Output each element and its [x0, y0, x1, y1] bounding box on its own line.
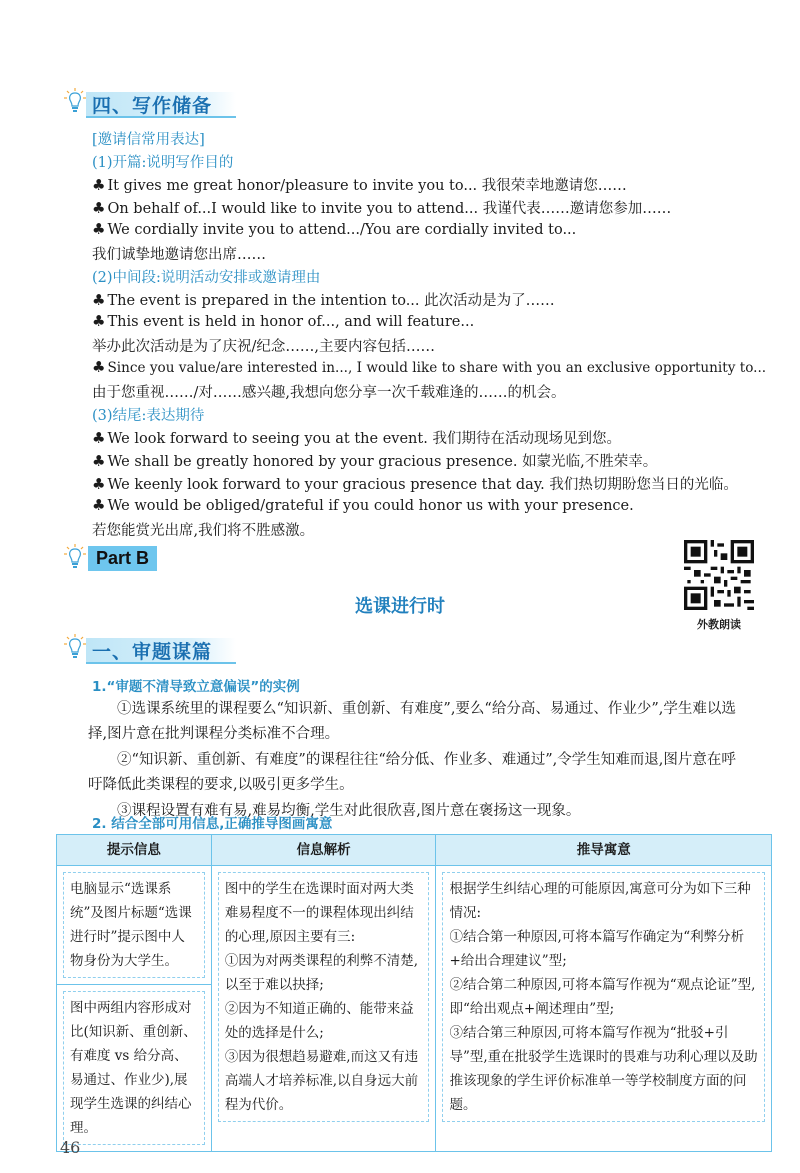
section-title: 一、审题谋篇 — [92, 641, 213, 663]
lightbulb-icon — [64, 544, 86, 570]
expression-translation: 我们诚挚地邀请您出席…… — [92, 247, 266, 263]
expression-item: ♣ The event is prepared in the intention to... 此次活动是为了…… — [92, 291, 555, 309]
opening-label: (1)开篇:说明写作目的 — [92, 155, 234, 171]
paragraph: ②“知识新、重创新、有难度”的课程往往“给分低、作业多、难通过”,令学生知难而退,图片意在呼吁降低此类课程的要求,以吸引更多学生。 — [88, 752, 736, 793]
cell-text: 电脑显示“选课系统”及图片标题“选课进行时”提示图中人物身份为大学生。 — [63, 872, 205, 978]
cell-line: ③结合第三种原因,可将本篇写作视为“批驳+引导”型,重在批驳学生选课时的畏难与功利心理以及助推该现象的学生评价标准单一等学校制度方面的问题。 — [449, 1025, 758, 1113]
cell-line: 根据学生纠结心理的可能原因,寓意可分为如下三种情况: — [449, 881, 751, 921]
cell-line: ①结合第一种原因,可将本篇写作确定为“利弊分析+给出合理建议”型; — [449, 929, 745, 969]
club-icon: ♣ — [92, 358, 106, 376]
lightbulb-icon — [64, 634, 86, 660]
expression-item: ♣ It gives me great honor/pleasure to invite you to... 我很荣幸地邀请您…… — [92, 176, 627, 194]
subsection-heading: 1.“审题不清导致立意偏误”的实例 — [92, 679, 300, 695]
cell-line: 图中的学生在选课时面对两大类难易程度不一的课程体现出纠结的心理,原因主要有三: — [224, 881, 414, 945]
cell-line: ③因为很想趋易避难,而这又有违高端人才培养标准,以自身远大前程为代价。 — [224, 1049, 419, 1113]
club-icon: ♣ — [92, 452, 106, 470]
club-icon: ♣ — [92, 176, 106, 194]
lightbulb-icon — [64, 88, 86, 114]
club-icon: ♣ — [92, 496, 106, 514]
club-icon: ♣ — [92, 291, 106, 309]
table-cell — [57, 985, 212, 1152]
table-cell — [436, 866, 772, 1152]
middle-label: (2)中间段:说明活动安排或邀请理由 — [92, 270, 321, 286]
expression-translation: 若您能赏光出席,我们将不胜感激。 — [92, 523, 315, 539]
info-table — [56, 834, 772, 1152]
cell-text-block — [442, 872, 765, 1122]
subsection-heading: 2. 结合全部可用信息,正确推导图画寓意 — [92, 816, 333, 832]
page-number: 46 — [60, 1138, 81, 1157]
paragraph: ①选课系统里的课程要么“知识新、重创新、有难度”,要么“给分高、易通过、作业少”,学生难以选择,图片意在批判课程分类标准不合理。 — [88, 701, 736, 742]
club-icon: ♣ — [92, 220, 106, 238]
ending-label: (3)结尾:表达期待 — [92, 408, 205, 424]
table-cell — [57, 866, 212, 985]
expression-item: ♣ On behalf of...I would like to invite you to attend... 我谨代表……邀请您参加…… — [92, 199, 672, 217]
cell-text: 图中两组内容形成对比(知识新、重创新、有难度 vs 给分高、易通过、作业少),展现学生选课的纠结心理。 — [63, 991, 205, 1145]
cell-line: ②因为不知道正确的、能带来益处的选择是什么; — [224, 1001, 414, 1041]
paragraph: ③课程设置有难有易,难易均衡,学生对此很欣喜,图片意在褒扬这一现象。 — [117, 803, 581, 819]
club-icon: ♣ — [92, 199, 106, 217]
expression-item: ♣ Since you value/are interested in..., I would like to share with you an exclusive opportunity to... — [92, 358, 767, 376]
table-header: 推导寓意 — [436, 835, 772, 866]
expression-item: ♣ We would be obliged/grateful if you could honor us with your presence. — [92, 496, 634, 514]
table-header: 信息解析 — [211, 835, 436, 866]
page-title: 选课进行时 — [355, 596, 445, 617]
club-icon: ♣ — [92, 475, 106, 493]
cell-line: ①因为对两类课程的利弊不清楚,以至于难以抉择; — [224, 953, 419, 993]
cell-text-block — [218, 872, 430, 1122]
qr-caption: 外教朗读 — [697, 618, 741, 631]
part-label: Part B — [88, 546, 157, 571]
subheading: [邀请信常用表达] — [92, 132, 205, 148]
cell-line: ②结合第二种原因,可将本篇写作视为“观点论证”型,即“给出观点+阐述理由”型; — [449, 977, 756, 1017]
expression-item: ♣ This event is held in honor of..., and will feature... — [92, 312, 475, 330]
expression-item: ♣ We shall be greatly honored by your gracious presence. 如蒙光临,不胜荣幸。 — [92, 452, 658, 470]
expression-item: ♣ We look forward to seeing you at the event. 我们期待在活动现场见到您。 — [92, 429, 621, 447]
expression-translation: 举办此次活动是为了庆祝/纪念……,主要内容包括…… — [92, 339, 435, 355]
table-cell — [211, 866, 436, 1152]
expression-item: ♣ We keenly look forward to your gracious presence that day. 我们热切期盼您当日的光临。 — [92, 475, 738, 493]
section-title: 四、写作储备 — [92, 95, 213, 117]
expression-translation: 由于您重视……/对……感兴趣,我想向您分享一次千载难逢的……的机会。 — [92, 385, 566, 401]
table-header: 提示信息 — [57, 835, 212, 866]
expression-item: ♣ We cordially invite you to attend.../You are cordially invited to... — [92, 220, 577, 238]
club-icon: ♣ — [92, 312, 106, 330]
qr-code-icon[interactable] — [684, 540, 754, 610]
club-icon: ♣ — [92, 429, 106, 447]
